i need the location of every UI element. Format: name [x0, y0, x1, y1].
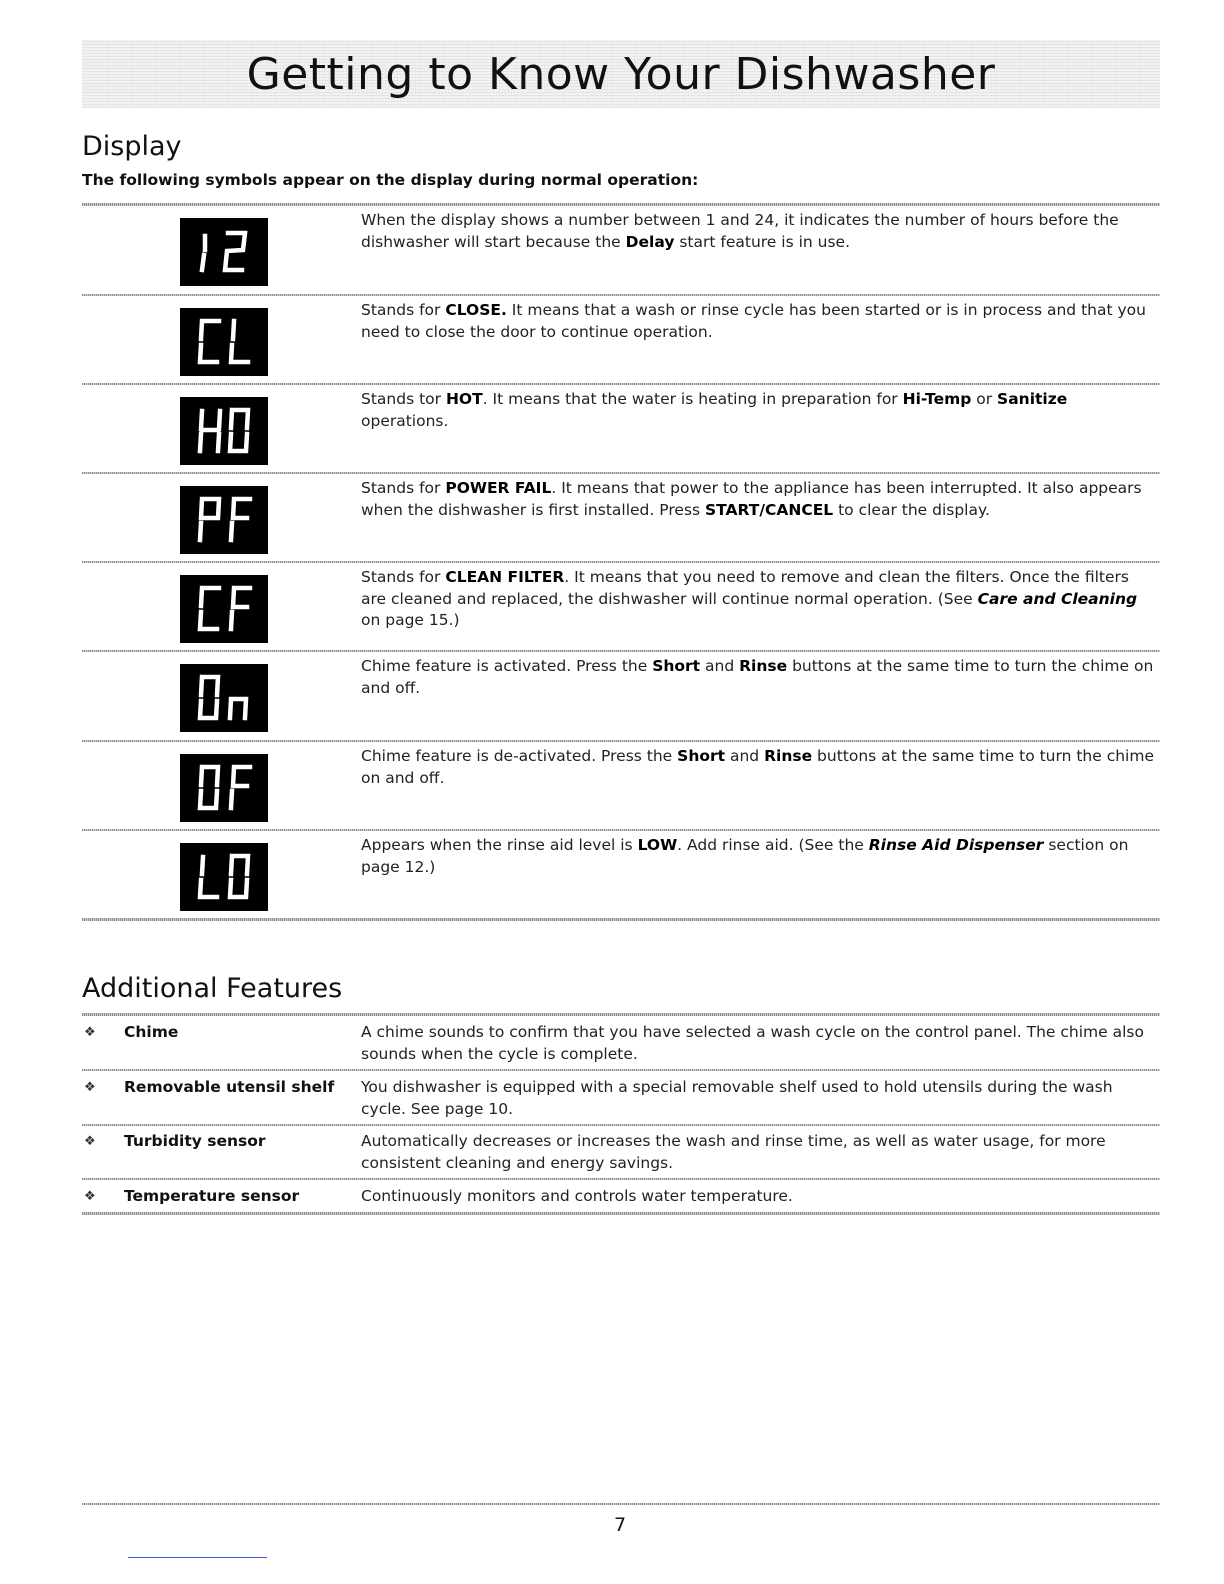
display-description: [361, 389, 1156, 432]
lcd-on-glyph: [192, 672, 256, 724]
text-run: on page 15.): [361, 611, 460, 629]
emphasis-text: Short: [652, 657, 701, 675]
footer-blue-rule: [128, 1557, 267, 1558]
divider: [82, 1178, 1160, 1180]
lcd-display-lo: [180, 843, 268, 911]
emphasis-text: Rinse: [739, 657, 788, 675]
lcd-of-glyph: [192, 762, 256, 814]
lcd-lo-glyph: [192, 851, 256, 903]
divider: [82, 829, 1160, 831]
display-row-cl: [82, 300, 1160, 387]
display-intro: The following symbols appear on the display during normal operation:: [82, 171, 699, 189]
bullet-icon: ❖: [84, 1134, 96, 1149]
display-row-cf: [82, 567, 1160, 654]
bullet-icon: ❖: [84, 1189, 96, 1204]
feature-name: Chime: [124, 1023, 179, 1041]
divider: [82, 650, 1160, 652]
text-run: Chime feature is de-activated. Press the: [361, 747, 678, 765]
lcd-pf-glyph: [192, 494, 256, 546]
title-banner: [82, 40, 1160, 108]
feature-description: You dishwasher is equipped with a special removable shelf used to hold utensils during the wash cycle. See page 10.: [361, 1078, 1113, 1118]
divider: [82, 1013, 1160, 1016]
emphasis-text: Sanitize: [997, 390, 1068, 408]
divider: [82, 918, 1160, 921]
lcd-display-cl: [180, 308, 268, 376]
display-description: [361, 478, 1156, 521]
feature-description: Automatically decreases or increases the wash and rinse time, as well as water usage, for more consistent cleaning and energy savings.: [361, 1132, 1106, 1172]
text-run: . It means that you need to remove and clean the filters. Once the filters are cleaned and replaced, the dishwasher will continue normal operation. (See: [361, 568, 1129, 608]
display-row-of: [82, 746, 1160, 833]
divider: [82, 1212, 1160, 1215]
lcd-ho-glyph: [192, 405, 256, 457]
bullet-icon: ❖: [84, 1080, 96, 1095]
page-number: 7: [613, 1514, 627, 1536]
text-run: Stands for: [361, 479, 446, 497]
emphasis-text: START/CANCEL: [704, 500, 834, 519]
display-row-on: [82, 656, 1160, 743]
page-title: Getting to Know Your Dishwasher: [246, 48, 996, 100]
lcd-12-glyph: [192, 226, 256, 278]
lcd-cf-glyph: [192, 583, 256, 635]
feature-name: Turbidity sensor: [124, 1132, 266, 1150]
emphasis-text: POWER FAIL: [445, 479, 552, 497]
feature-description: Continuously monitors and controls water temperature.: [361, 1187, 793, 1205]
divider: [82, 383, 1160, 385]
text-run: start feature is in use.: [674, 232, 850, 251]
display-description: [361, 746, 1156, 789]
display-row-ho: [82, 389, 1160, 476]
divider: [82, 203, 1160, 206]
display-row-pf: [82, 478, 1160, 565]
emphasis-text: Short: [677, 747, 726, 765]
display-description: [361, 300, 1156, 343]
text-run: Chime feature is activated. Press the: [361, 657, 653, 675]
text-run: Appears when the rinse aid level is: [361, 836, 638, 854]
emphasis-text: CLEAN FILTER: [445, 568, 565, 586]
display-description: [361, 835, 1156, 878]
display-description: [361, 567, 1156, 632]
display-row-lo: [82, 835, 1160, 922]
divider: [82, 294, 1160, 296]
lcd-display-on: [180, 664, 268, 732]
emphasis-text: HOT: [445, 390, 483, 408]
display-description: [361, 656, 1156, 699]
text-run: and: [725, 747, 765, 765]
emphasis-text: Care and Cleaning: [977, 589, 1138, 608]
emphasis-text: CLOSE.: [445, 301, 507, 319]
display-row-12: [82, 210, 1160, 297]
emphasis-text: Rinse Aid Dispenser: [868, 836, 1044, 854]
text-run: buttons at the same time to turn the chime on and off.: [361, 747, 1155, 787]
lcd-display-ho: [180, 397, 268, 465]
display-section-title: Display: [82, 131, 182, 162]
text-run: It means that a wash or rinse cycle has been started or is in process and that you need to close the door to continue operation.: [361, 301, 1146, 341]
text-run: and: [700, 657, 740, 675]
footer-divider: [82, 1503, 1160, 1505]
text-run: . It means that power to the appliance has been interrupted. It also appears when the dishwasher is first installed. Press: [361, 479, 1142, 519]
emphasis-text: LOW: [637, 836, 678, 854]
emphasis-text: Hi-Temp: [902, 390, 972, 408]
text-run: . Add rinse aid. (See the: [677, 836, 869, 854]
bullet-icon: ❖: [84, 1025, 96, 1040]
text-run: Stands for: [361, 568, 446, 586]
text-run: . It means that the water is heating in preparation for: [482, 390, 903, 408]
text-run: Stands for: [361, 301, 446, 319]
divider: [82, 740, 1160, 742]
divider: [82, 1124, 1160, 1126]
divider: [82, 1069, 1160, 1071]
features-section-title: Additional Features: [82, 973, 343, 1004]
text-run: Stands tor: [361, 390, 446, 408]
text-run: When the display shows a number between 1 and 24, it indicates the number of hours before the dishwasher will start because the: [361, 211, 1119, 251]
display-description: [361, 210, 1156, 253]
feature-name: Removable utensil shelf: [124, 1078, 335, 1096]
text-run: or: [971, 390, 998, 408]
lcd-display-of: [180, 754, 268, 822]
feature-name: Temperature sensor: [124, 1187, 300, 1205]
divider: [82, 561, 1160, 563]
text-run: to clear the display.: [833, 500, 990, 519]
divider: [82, 472, 1160, 474]
text-run: section on page 12.): [361, 836, 1129, 876]
lcd-display-pf: [180, 486, 268, 554]
emphasis-text: Rinse: [764, 747, 813, 765]
text-run: buttons at the same time to turn the chime on and off.: [361, 657, 1154, 697]
text-run: operations.: [361, 411, 449, 430]
lcd-display-12: [180, 218, 268, 286]
lcd-display-cf: [180, 575, 268, 643]
emphasis-text: Delay: [625, 232, 675, 251]
feature-description: A chime sounds to confirm that you have selected a wash cycle on the control panel. The chime also sounds when the cycle is complete.: [361, 1023, 1144, 1063]
lcd-cl-glyph: [192, 316, 256, 368]
